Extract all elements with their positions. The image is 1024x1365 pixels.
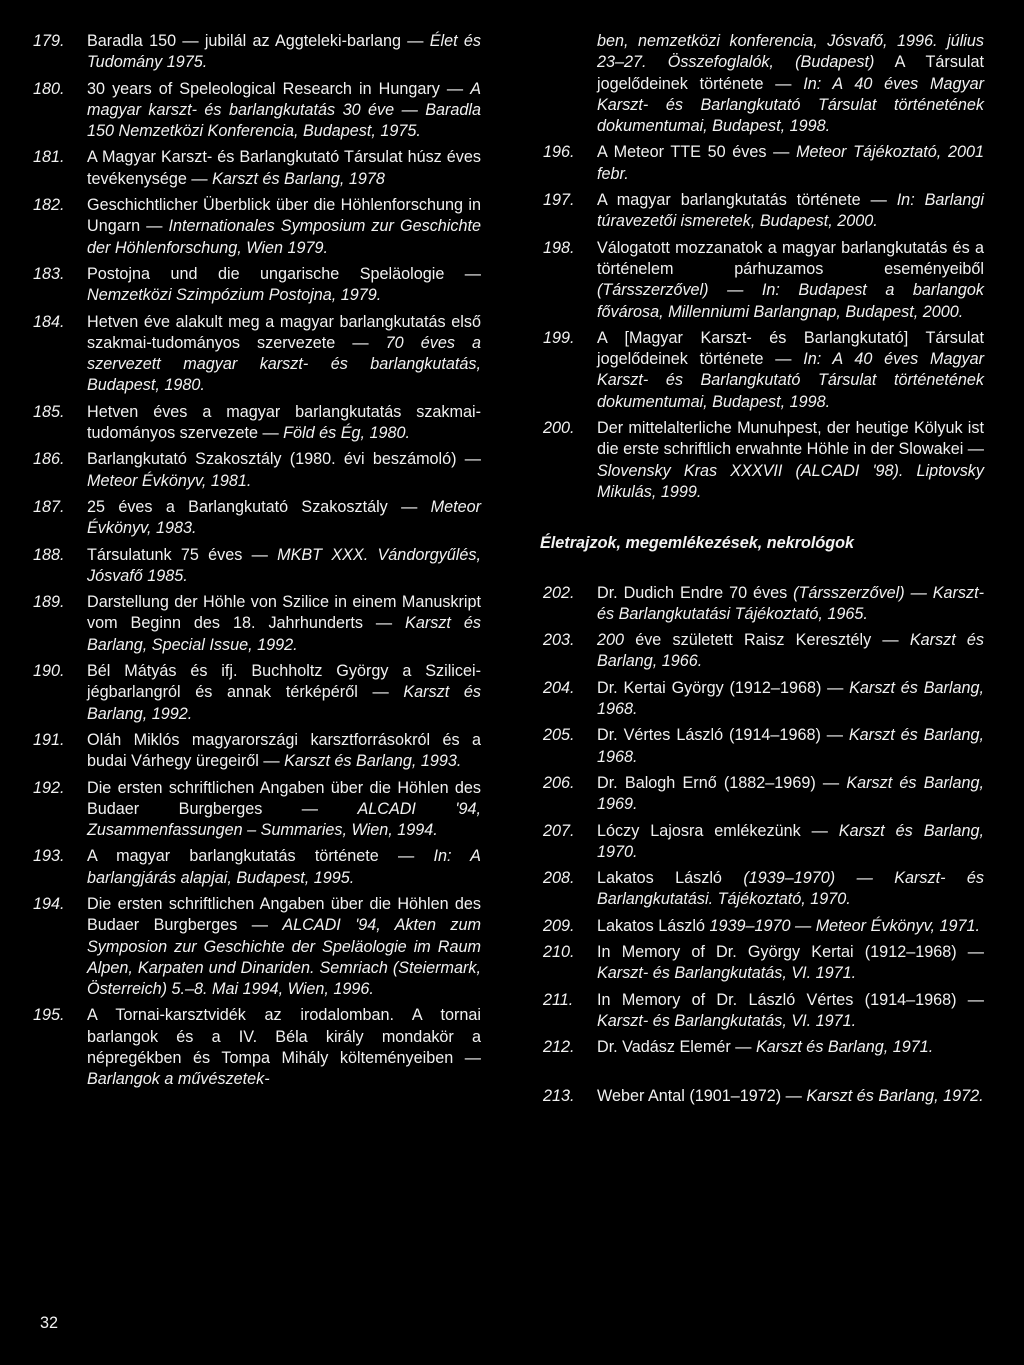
entry-source: (1939–1970) — Karszt- és Barlangkutatási. Tájékoztató, 1970. — [597, 869, 985, 909]
bibliography-entry — [540, 630, 984, 673]
bibliography-entry — [540, 583, 984, 626]
entry-title: Dr. Kertai György (1912–1968) — — [597, 678, 850, 697]
bibliography-entry — [540, 868, 984, 911]
entry-number: 205. — [543, 726, 575, 745]
bibliography-entry — [30, 497, 481, 540]
entry-source: Karszt és Barlang, 1992. — [87, 683, 481, 723]
entry-title: Hetven éve alakult meg a magyar barlangkutatás első szakmai-tudományos szervezete — — [87, 312, 481, 352]
entry-source: ALCADI '94, Zusammenfassungen – Summaries, Wien, 1994. — [87, 799, 481, 840]
entry-title: Postojna und die ungarische Speläologie — — [87, 264, 481, 283]
entry-title: 30 years of Speleological Research in Hungary — — [87, 79, 471, 98]
bibliography-entry — [30, 778, 481, 842]
bibliography-entry — [30, 661, 481, 725]
entry-title: Dr. Vértes László (1914–1968) — — [597, 726, 849, 745]
entry-title: A Társulat jogelődeinek története — — [597, 53, 985, 93]
entry-source: Karszt és Barlang, 1968. — [597, 678, 984, 719]
entry-title: In Memory of Dr. László Vértes (1914–1968) — — [597, 990, 984, 1009]
entry-number: 192. — [33, 778, 65, 797]
entry-title: Társulatunk 75 éves — — [87, 545, 278, 564]
entry-source: Karszt és Barlang, 1969. — [597, 773, 984, 814]
bibliography-entry — [540, 773, 984, 816]
entry-title: In Memory of Dr. György Kertai (1912–1968) — — [597, 942, 984, 961]
entry-source: Karszt- és Barlangkutatás, VI. 1971. — [597, 1011, 857, 1030]
entry-source: 1939–1970 — Meteor Évkönyv, 1971. — [709, 916, 981, 935]
entry-number: 183. — [33, 264, 65, 283]
entry-source: Karszt és Barlang, 1971. — [755, 1038, 934, 1057]
entry-title: Dr. Dudich Endre 70 éves — [597, 583, 794, 602]
entry-number: 209. — [543, 916, 575, 935]
bibliography-entry — [30, 449, 481, 492]
entry-number: 181. — [33, 148, 65, 167]
bibliography-entry — [540, 990, 984, 1033]
entry-number: 207. — [543, 821, 575, 840]
entry-source: Meteor Tájékoztató, 2001 febr. — [597, 143, 984, 183]
bibliography-entry — [540, 942, 984, 985]
entry-number: 191. — [33, 730, 65, 749]
continued-entry — [540, 31, 984, 137]
entry-source: Internationales Symposium zur Geschichte der Höhlenforschung, Wien 1979. — [87, 217, 481, 257]
entry-title: Lóczy Lajosra emlékezünk — — [597, 821, 839, 840]
bibliography-entry — [30, 846, 481, 889]
entry-title: Die ersten schriftlichen Angaben über die Höhlen des Budaer Burgberges — — [87, 778, 481, 818]
bibliography-entry — [540, 678, 984, 721]
entry-source: 200 — [597, 631, 625, 650]
bibliography-entry — [30, 147, 481, 190]
entry-title: Geschichtlicher Überblick über die Höhlenforschung in Ungarn — — [87, 196, 481, 236]
entry-source: Karszt és Barlang, 1972. — [806, 1087, 984, 1106]
entry-source: In: A 40 éves Magyar Karszt- és Barlangkutató Társulat történetének dokumentumai, Budapest, 1998. — [597, 74, 984, 136]
entry-source: (Társszerzővel) — In: Budapest a barlangok fővárosa, Millenniumi Barlangnap, Budapest, 2000. — [597, 281, 984, 321]
bibliography-entry — [30, 79, 481, 143]
entry-source: In: A barlangjárás alapjai, Budapest, 1995. — [87, 847, 481, 887]
entry-number: 204. — [543, 678, 575, 697]
entry-number: 188. — [33, 545, 65, 564]
bibliography-entry — [30, 31, 481, 74]
entry-source: Karszt és Barlang, 1968. — [597, 726, 984, 766]
entry-title: Lakatos László — [597, 916, 710, 935]
bibliography-entry — [30, 592, 481, 656]
entry-title: A Meteor TTE 50 éves — — [597, 143, 797, 162]
entry-number: 197. — [543, 191, 575, 210]
bibliography-entry — [30, 545, 481, 588]
entry-number: 198. — [543, 238, 575, 257]
bibliography-entry — [30, 730, 481, 773]
entry-source: Meteor Évkönyv, 1983. — [87, 497, 481, 538]
entry-source: Karszt és Barlang, 1966. — [597, 631, 984, 671]
right-column — [540, 31, 984, 1108]
entry-number: 203. — [543, 631, 575, 650]
bibliography-entry — [30, 312, 481, 397]
entry-number: 212. — [543, 1038, 575, 1057]
bibliography-entry — [540, 418, 984, 503]
entry-number: 213. — [543, 1087, 575, 1106]
entry-rest: éve született Raisz Keresztély — — [624, 631, 910, 650]
entry-title: A Tornai-karsztvidék az irodalomban. A tornai barlangok és a IV. Béla király mondakör a népregékben és Tompa Mihály költeményeiben — — [87, 1006, 481, 1068]
bibliography-entry — [30, 894, 481, 1000]
bibliography-entry — [540, 328, 984, 413]
entry-source: Nemzetközi Szimpózium Postojna, 1979. — [87, 286, 382, 305]
entry-source: Karszt és Barlang, 1993. — [284, 752, 462, 771]
entry-number: 180. — [33, 79, 65, 98]
entry-number: 187. — [33, 497, 65, 516]
bibliography-entry — [540, 142, 984, 185]
entry-title: Bél Mátyás és ifj. Buchholtz György a Szilicei-jégbarlangról és annak térképéről — — [87, 662, 481, 702]
entry-number: 186. — [33, 450, 65, 469]
entry-source: ben, nemzetközi konferencia, Jósvafő, 1996. július 23–27. Összefoglalók, (Budapest) — [597, 32, 984, 72]
entry-number: 202. — [543, 583, 575, 602]
entry-source: Karszt és Barlang, 1970. — [597, 821, 984, 861]
entry-number: 184. — [33, 312, 65, 331]
entry-title: Baradla 150 — jubilál az Aggteleki-barlang — — [87, 32, 430, 50]
bibliography-entry — [30, 264, 481, 307]
entry-source: ALCADI '94, Akten zum Symposion zur Geschichte der Speläologie im Raum Alpen, Karpaten und Dinariden. Semriach (Steiermark, Österreich) 5.–8. Mai 1994, Wien, 1996. — [87, 916, 481, 999]
entry-number: 189. — [33, 593, 65, 612]
page-number: 32 — [40, 1314, 59, 1332]
entry-title: Dr. Balogh Ernő (1882–1969) — — [597, 773, 847, 792]
left-column — [30, 31, 481, 1091]
entry-number: 182. — [33, 196, 65, 215]
entry-source: Karszt és Barlang, 1978 — [212, 169, 385, 188]
entry-number: 208. — [543, 869, 575, 888]
bibliography-entry — [540, 190, 984, 233]
entry-number: 185. — [33, 402, 65, 421]
entry-number: 194. — [33, 894, 65, 913]
entry-title: Der mittelalterliche Munuhpest, der heutige Kölyuk ist die erste schriftlich erwahnte Höhle in der Slowakei — — [597, 419, 984, 459]
bibliography-entry — [30, 195, 481, 259]
entry-title: A magyar barlangkutatás története — — [87, 847, 434, 866]
entry-source: Karszt és Barlang, Special Issue, 1992. — [87, 614, 481, 654]
entry-source: Karszt- és Barlangkutatás, VI. 1971. — [597, 964, 857, 983]
bibliography-entry — [540, 1037, 984, 1058]
entry-number: 190. — [33, 662, 65, 681]
bibliography-entry — [30, 1005, 481, 1090]
entry-title: A [Magyar Karszt- és Barlangkutató] Társulat jogelődeinek története — — [597, 328, 984, 369]
entry-title: Dr. Vadász Elemér — — [597, 1038, 756, 1057]
entry-source: In: A 40 éves Magyar Karszt- és Barlangkutató Társulat történetének dokumentumai, Budapest, 1998. — [597, 350, 984, 411]
entry-source: Barlangok a művészetek- — [87, 1070, 270, 1089]
entry-number: 179. — [33, 32, 65, 50]
entry-source: MKBT XXX. Vándorgyűlés, Jósvafő 1985. — [87, 545, 481, 585]
entry-source: A magyar karszt- és barlangkutatás 30 éve — Baradla 150 Nemzetközi Konferencia, Budapest, 1975. — [87, 79, 481, 141]
entry-source: Föld és Ég, 1980. — [283, 424, 411, 443]
entry-title: Hetven éves a magyar barlangkutatás szakmai-tudományos szervezete — — [87, 402, 481, 443]
section-heading: Életrajzok, megemlékezések, nekrológok — [540, 534, 854, 553]
entry-number: 206. — [543, 773, 575, 792]
entry-number: 195. — [33, 1006, 65, 1025]
entry-title: A magyar barlangkutatás története — — [597, 191, 897, 210]
entry-number: 200. — [543, 419, 575, 438]
entry-title: A Magyar Karszt- és Barlangkutató Társulat húsz éves tevékenysége — — [87, 148, 481, 188]
entry-source: Élet és Tudomány 1975. — [87, 32, 481, 72]
entry-source: Meteor Évkönyv, 1981. — [87, 471, 252, 490]
entry-number: 199. — [543, 328, 575, 347]
entry-title: 25 éves a Barlangkutató Szakosztály — — [87, 497, 431, 516]
entry-title: Die ersten schriftlichen Angaben über die Höhlen des Budaer Burgberges — — [87, 894, 481, 935]
entry-number: 211. — [543, 990, 574, 1009]
bibliography-entry — [540, 725, 984, 768]
bibliography-entry — [540, 821, 984, 864]
entry-number: 196. — [543, 143, 575, 162]
entry-title: Weber Antal (1901–1972) — — [597, 1087, 807, 1106]
entry-source: 70 éves a szervezett magyar karszt- és barlangkutatás, Budapest, 1980. — [87, 333, 481, 395]
entry-source: Slovensky Kras XXXVII (ALCADI '98). Liptovsky Mikulás, 1999. — [597, 461, 984, 501]
bibliography-entry — [540, 1086, 984, 1107]
entry-source: In: Barlangi túravezetői ismeretek, Budapest, 2000. — [597, 191, 984, 231]
entry-title: Barlangkutató Szakosztály (1980. évi beszámoló) — — [87, 450, 481, 469]
entry-number: 193. — [33, 847, 65, 866]
entry-number: 210. — [543, 942, 575, 961]
entry-title: Oláh Miklós magyarországi karsztforrásokról és a budai Várhegy üregeiről — — [87, 730, 481, 771]
entry-source: (Társszerzővel) — Karszt- és Barlangkutatási Tájékoztató, 1965. — [597, 583, 984, 623]
entry-title: Lakatos László — [597, 869, 744, 888]
entry-title: Válogatott mozzanatok a magyar barlangkutatás és a történelem párhuzamos eseményeiből — [597, 238, 984, 278]
bibliography-entry — [540, 916, 984, 937]
bibliography-entry — [540, 238, 984, 323]
bibliography-entry — [30, 402, 481, 445]
entry-title: Darstellung der Höhle von Szilice in einem Manuskript vom Beginn des 18. Jahrhunderts — — [87, 593, 481, 633]
